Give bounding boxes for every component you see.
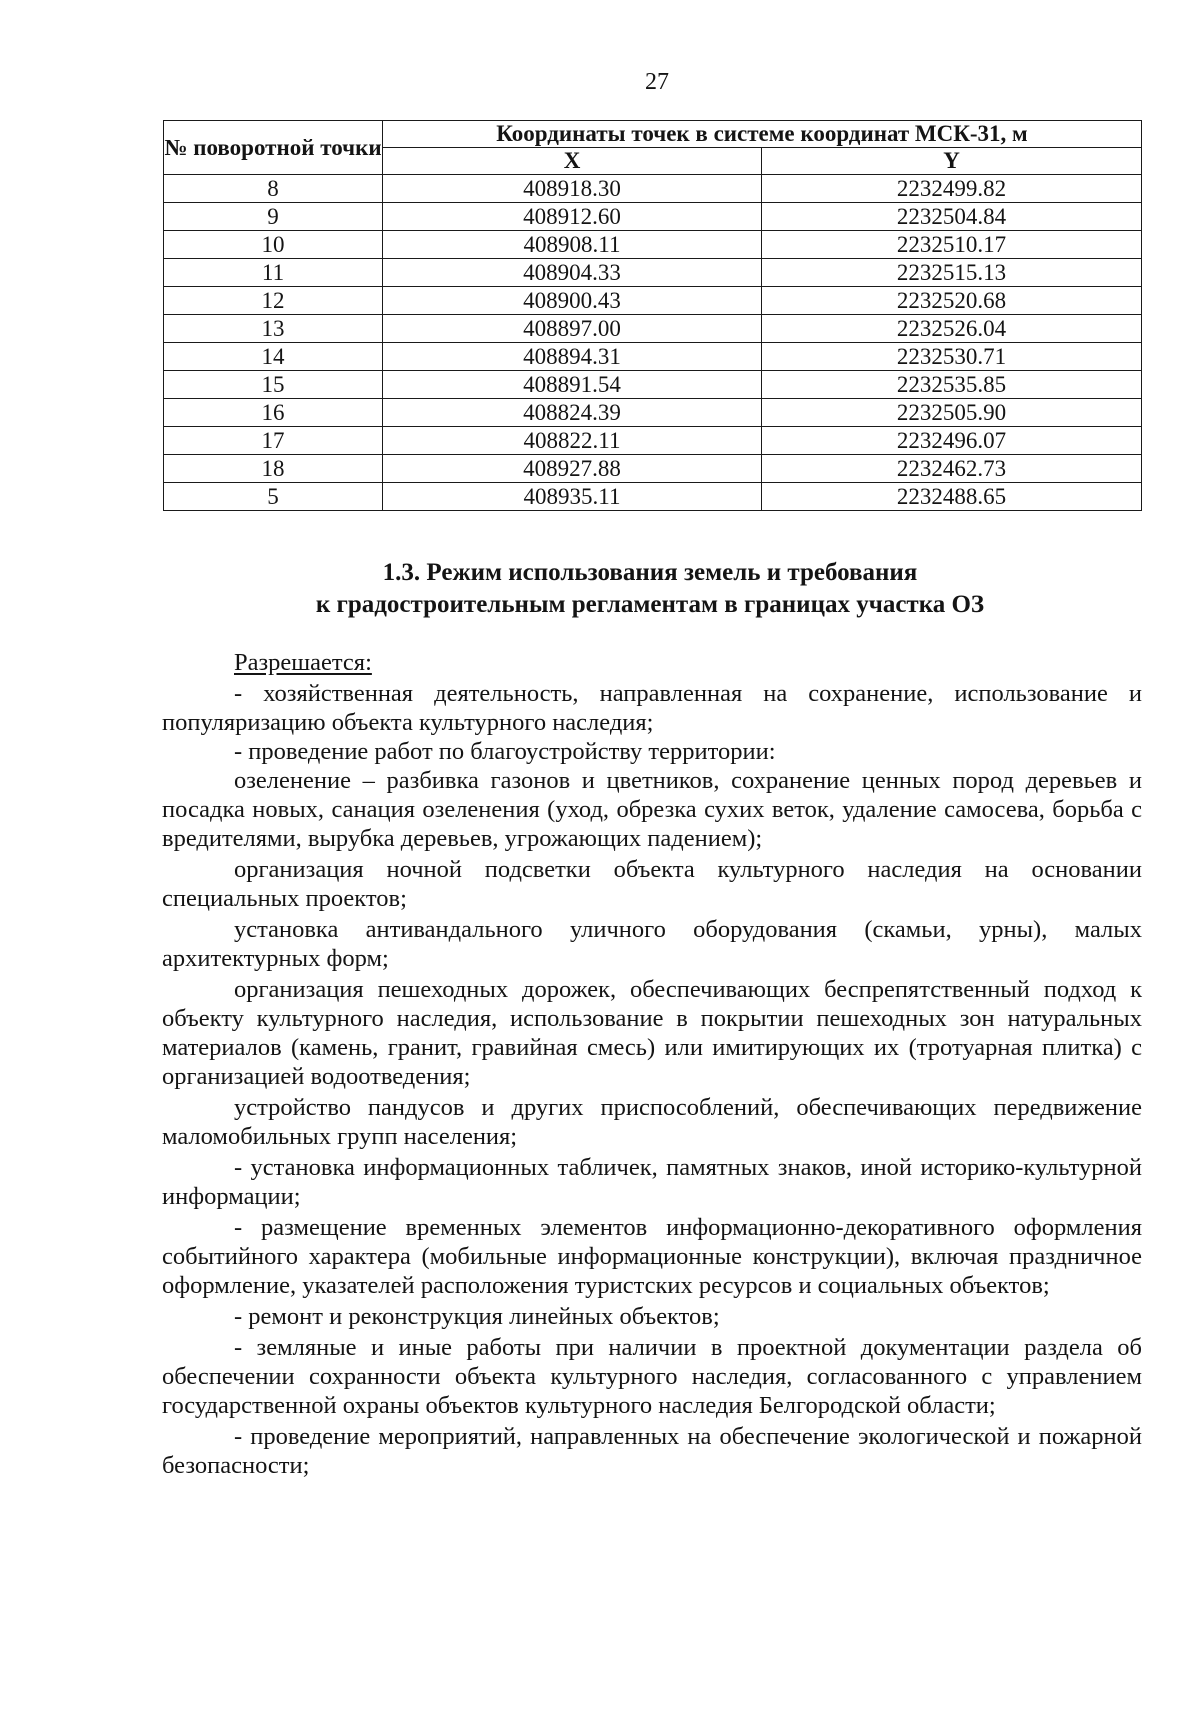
cell-point: 10 — [164, 231, 383, 259]
cell-y: 2232515.13 — [762, 259, 1142, 287]
cell-point: 16 — [164, 399, 383, 427]
cell-y: 2232504.84 — [762, 203, 1142, 231]
table-row — [164, 287, 1142, 315]
table-row — [164, 427, 1142, 455]
table-row — [164, 231, 1142, 259]
cell-point: 15 — [164, 371, 383, 399]
paragraph: установка антивандального уличного оборудования (скамьи, урны), малых архитектурных форм; — [162, 916, 1142, 972]
allowed-label: Разрешается: — [234, 649, 372, 676]
cell-x: 408822.11 — [383, 427, 762, 455]
table-row — [164, 483, 1142, 511]
cell-point: 11 — [164, 259, 383, 287]
table-row — [164, 455, 1142, 483]
table-row — [164, 315, 1142, 343]
cell-y: 2232499.82 — [762, 175, 1142, 203]
cell-x: 408927.88 — [383, 455, 762, 483]
paragraph: организация ночной подсветки объекта культурного наследия на основании специальных проектов; — [162, 856, 1142, 912]
cell-y: 2232535.85 — [762, 371, 1142, 399]
cell-point: 8 — [164, 175, 383, 203]
paragraph: - ремонт и реконструкция линейных объектов; — [234, 1303, 720, 1330]
cell-point: 9 — [164, 203, 383, 231]
cell-x: 408908.11 — [383, 231, 762, 259]
cell-y: 2232462.73 — [762, 455, 1142, 483]
cell-point: 17 — [164, 427, 383, 455]
paragraph: - размещение временных элементов информационно-декоративного оформления событийного характера (мобильные информационные конструкции), включая праздничное оформление, указателей расположения туристских ресурсов и социальных объектов; — [162, 1214, 1142, 1299]
cell-x: 408894.31 — [383, 343, 762, 371]
cell-point: 5 — [164, 483, 383, 511]
cell-y: 2232488.65 — [762, 483, 1142, 511]
coordinates-table — [163, 120, 1142, 511]
table-row — [164, 259, 1142, 287]
paragraph: - проведение работ по благоустройству территории: — [234, 738, 776, 765]
table-row — [164, 399, 1142, 427]
cell-x: 408904.33 — [383, 259, 762, 287]
cell-y: 2232496.07 — [762, 427, 1142, 455]
header-y: Y — [762, 148, 1142, 175]
paragraph: организация пешеходных дорожек, обеспечивающих беспрепятственный подход к объекту культурного наследия, использование в покрытии пешеходных зон натуральных материалов (камень, гранит, гравийная смесь) или имитирующих их (тротуарная плитка) с организацией водоотведения; — [162, 976, 1142, 1090]
table-row — [164, 371, 1142, 399]
cell-y: 2232510.17 — [762, 231, 1142, 259]
paragraph: - земляные и иные работы при наличии в проектной документации раздела об обеспечении сохранности объекта культурного наследия, согласованного с управлением государственной охраны объектов культурного наследия Белгородской области; — [162, 1334, 1142, 1419]
paragraph: - хозяйственная деятельность, направленная на сохранение, использование и популяризацию объекта культурного наследия; — [162, 680, 1142, 736]
cell-point: 14 — [164, 343, 383, 371]
table-row — [164, 343, 1142, 371]
cell-x: 408912.60 — [383, 203, 762, 231]
cell-point: 13 — [164, 315, 383, 343]
cell-y: 2232530.71 — [762, 343, 1142, 371]
page-number: 27 — [645, 69, 669, 95]
paragraph: озеленение – разбивка газонов и цветников, сохранение ценных пород деревьев и посадка новых, санация озеленения (уход, обрезка сухих веток, удаление самосева, борьба с вредителями, вырубка деревьев, угрожающих падением); — [162, 767, 1142, 852]
cell-x: 408918.30 — [383, 175, 762, 203]
cell-y: 2232520.68 — [762, 287, 1142, 315]
section-heading — [150, 557, 1150, 621]
cell-point: 18 — [164, 455, 383, 483]
table-row — [164, 175, 1142, 203]
paragraph: устройство пандусов и других приспособлений, обеспечивающих передвижение маломобильных групп населения; — [162, 1094, 1142, 1150]
section-body — [162, 648, 1142, 1480]
cell-x: 408824.39 — [383, 399, 762, 427]
cell-point: 12 — [164, 287, 383, 315]
table-row — [164, 203, 1142, 231]
cell-x: 408900.43 — [383, 287, 762, 315]
header-coordinates: Координаты точек в системе координат МСК-31, м — [383, 121, 1142, 148]
cell-x: 408935.11 — [383, 483, 762, 511]
header-x: X — [383, 148, 762, 175]
cell-x: 408897.00 — [383, 315, 762, 343]
paragraph: - установка информационных табличек, памятных знаков, иной историко-культурной информации; — [162, 1154, 1142, 1210]
paragraph: - проведение мероприятий, направленных на обеспечение экологической и пожарной безопасности; — [162, 1423, 1142, 1479]
header-point-number: № поворотной точки — [164, 121, 383, 175]
cell-y: 2232526.04 — [762, 315, 1142, 343]
section-heading-line-1: 1.3. Режим использования земель и требования — [382, 559, 918, 586]
cell-y: 2232505.90 — [762, 399, 1142, 427]
cell-x: 408891.54 — [383, 371, 762, 399]
section-heading-line-2: к градостроительным регламентам в границах участка ОЗ — [315, 591, 985, 618]
